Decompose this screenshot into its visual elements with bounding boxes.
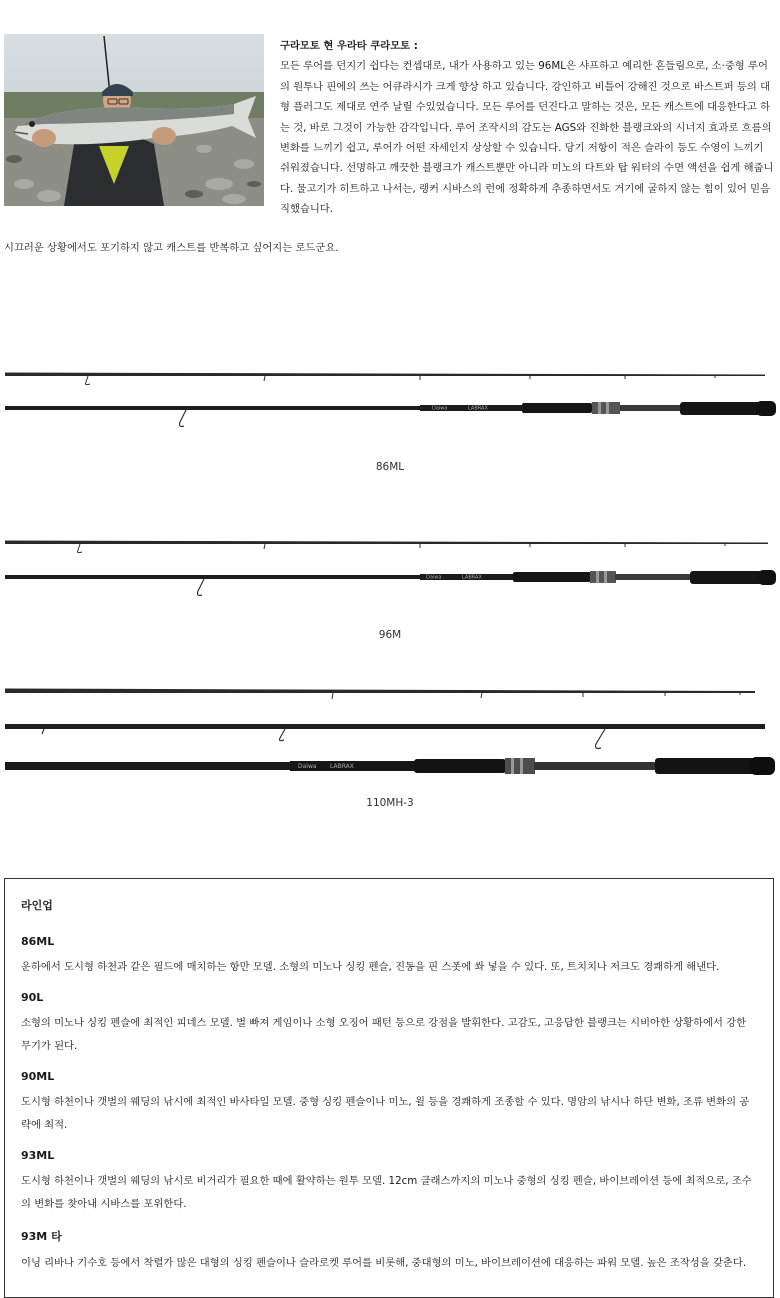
lineup-item xyxy=(21,935,757,979)
model-description: 소형의 미노나 싱킹 펜슬에 최적인 피네스 모델. 벌 빠져 게임이나 소형 오징어 패턴 등으로 강점을 발휘한다. 고감도, 고응답한 블랭크는 시비아한 상황하에서 강한 무기가 된다. xyxy=(21,1017,747,1052)
rod-tip-section xyxy=(5,541,768,545)
intro-body-continued: 시끄러운 상황에서도 포기하지 않고 캐스트를 반복하고 싶어지는 로드군요. xyxy=(4,242,339,254)
rod-fore-grip xyxy=(522,403,592,413)
rod-tip-section xyxy=(5,689,755,694)
rod-rear-grip xyxy=(680,402,762,415)
rod-fore-grip xyxy=(414,759,506,773)
rod-image-110mh-3 xyxy=(0,676,780,786)
intro-body: 모든 루어를 던지기 쉽다는 컨셉대로, 내가 사용하고 있는 96ML은 샤프하고 예리한 흔들림으로, 소·중형 루어의 원투나 핀에의 쓰는 어큐라시가 크게 향상 하고 있습니다. 강인하고 비틀어 강해진 것으로 바스트퍼 등의 대형 플러그도 제대로 연주 날릴 수있었습니다. 모든 루어를 던진다고 말하는 것은, 모든 캐스트에 대응한다고 하는 것, 바로 그것이 가능한 감각입니다. 루어 조작시의 감도는 AGS와 진화한 블랭크와의 시너지 효과로 흐름의 변화를 느끼기 쉽고, 루어가 어떤 자세인지 상상할 수 있습니다. 당기 저항이 적은 슬라이 등도 수영이 느끼기 쉬워졌습니다. 선명하고 깨끗한 블랭크가 캐스트뿐만 아니라 미노의 다트와 탑 워터의 수면 액션을 쉽게 해줍니다. 물고기가 히트하고 나서는, 랭커 시바스의 런에 정확하게 추종하면서도 거기에 굴하지 않는 힘이 있어 믿음직했습니다. xyxy=(280,60,774,216)
rod-caption-86ml: 86ML xyxy=(375,461,405,473)
intro-title: 구라모토 현 우라타 쿠라모토 : xyxy=(280,40,418,52)
model-name: 86ML xyxy=(21,935,55,948)
rod-series-label: LABRAX xyxy=(462,574,482,581)
intro-text xyxy=(280,36,774,220)
rod-caption-96m: 96M xyxy=(378,629,402,641)
rod-middle-section xyxy=(5,724,765,729)
lineup-box xyxy=(4,878,774,1298)
model-description: 이닝 리바나 기수호 등에서 착렬가 많은 대형의 싱킹 펜슬이나 슬라로켓 루어를 비롯해, 중대형의 미노, 바이브레이션에 대응하는 파워 모델. 높은 조작성을 갖춘다. xyxy=(21,1257,747,1269)
rod-image-86ml xyxy=(0,360,780,432)
rod-rear-grip xyxy=(655,758,755,774)
lineup-item xyxy=(21,1149,757,1216)
rod-brand-label: Daiwa xyxy=(298,763,317,770)
rod-series-label: LABRAX xyxy=(330,763,354,770)
model-description: 도시형 하천이나 갯벌의 웨딩의 낚시에 최적인 바사타일 모델. 중형 싱킹 펜슬이나 미노, 윌 등을 경쾌하게 조종할 수 있다. 명암의 낚시나 하단 변화, 조류 변화의 공략에 최적. xyxy=(21,1096,750,1131)
rod-fore-grip xyxy=(513,572,591,582)
rod-tip-section xyxy=(5,373,765,377)
lineup-item xyxy=(21,1070,757,1137)
model-name: 90ML xyxy=(21,1070,55,1083)
rod-caption-110mh-3: 110MH-3 xyxy=(366,797,414,809)
model-name: 93M 타 xyxy=(21,1230,62,1243)
rod-image-96m xyxy=(0,528,780,600)
model-description: 도시형 하천이나 갯벌의 웨딩의 낚시로 비거리가 필요한 때에 활약하는 원투 모델. 12cm 클래스까지의 미노나 중형의 싱킹 펜슬, 바이브레이션 등에 최적으로, 조수의 변화를 찾아내 시바스를 포위한다. xyxy=(21,1175,752,1210)
lineup-item xyxy=(21,1228,757,1275)
rod-rear-grip xyxy=(690,571,762,584)
rod-brand-label: Daiwa xyxy=(432,405,448,412)
angler-with-seabass-image xyxy=(4,34,264,206)
model-name: 90L xyxy=(21,991,44,1004)
rod-series-label: LABRAX xyxy=(468,405,488,412)
model-description: 운하에서 도시형 하천과 같은 필드에 매치하는 항만 모델. 소형의 미노나 싱킹 펜슬, 진동을 핀 스폿에 쏴 넣을 수 있다. 또, 트치치나 저크도 경쾌하게 해낸다. xyxy=(21,961,720,973)
lineup-title: 라인업 xyxy=(21,899,53,912)
angler-photo xyxy=(4,34,264,206)
model-name: 93ML xyxy=(21,1149,55,1162)
lineup-item xyxy=(21,991,757,1058)
rod-brand-label: Daiwa xyxy=(426,574,442,581)
